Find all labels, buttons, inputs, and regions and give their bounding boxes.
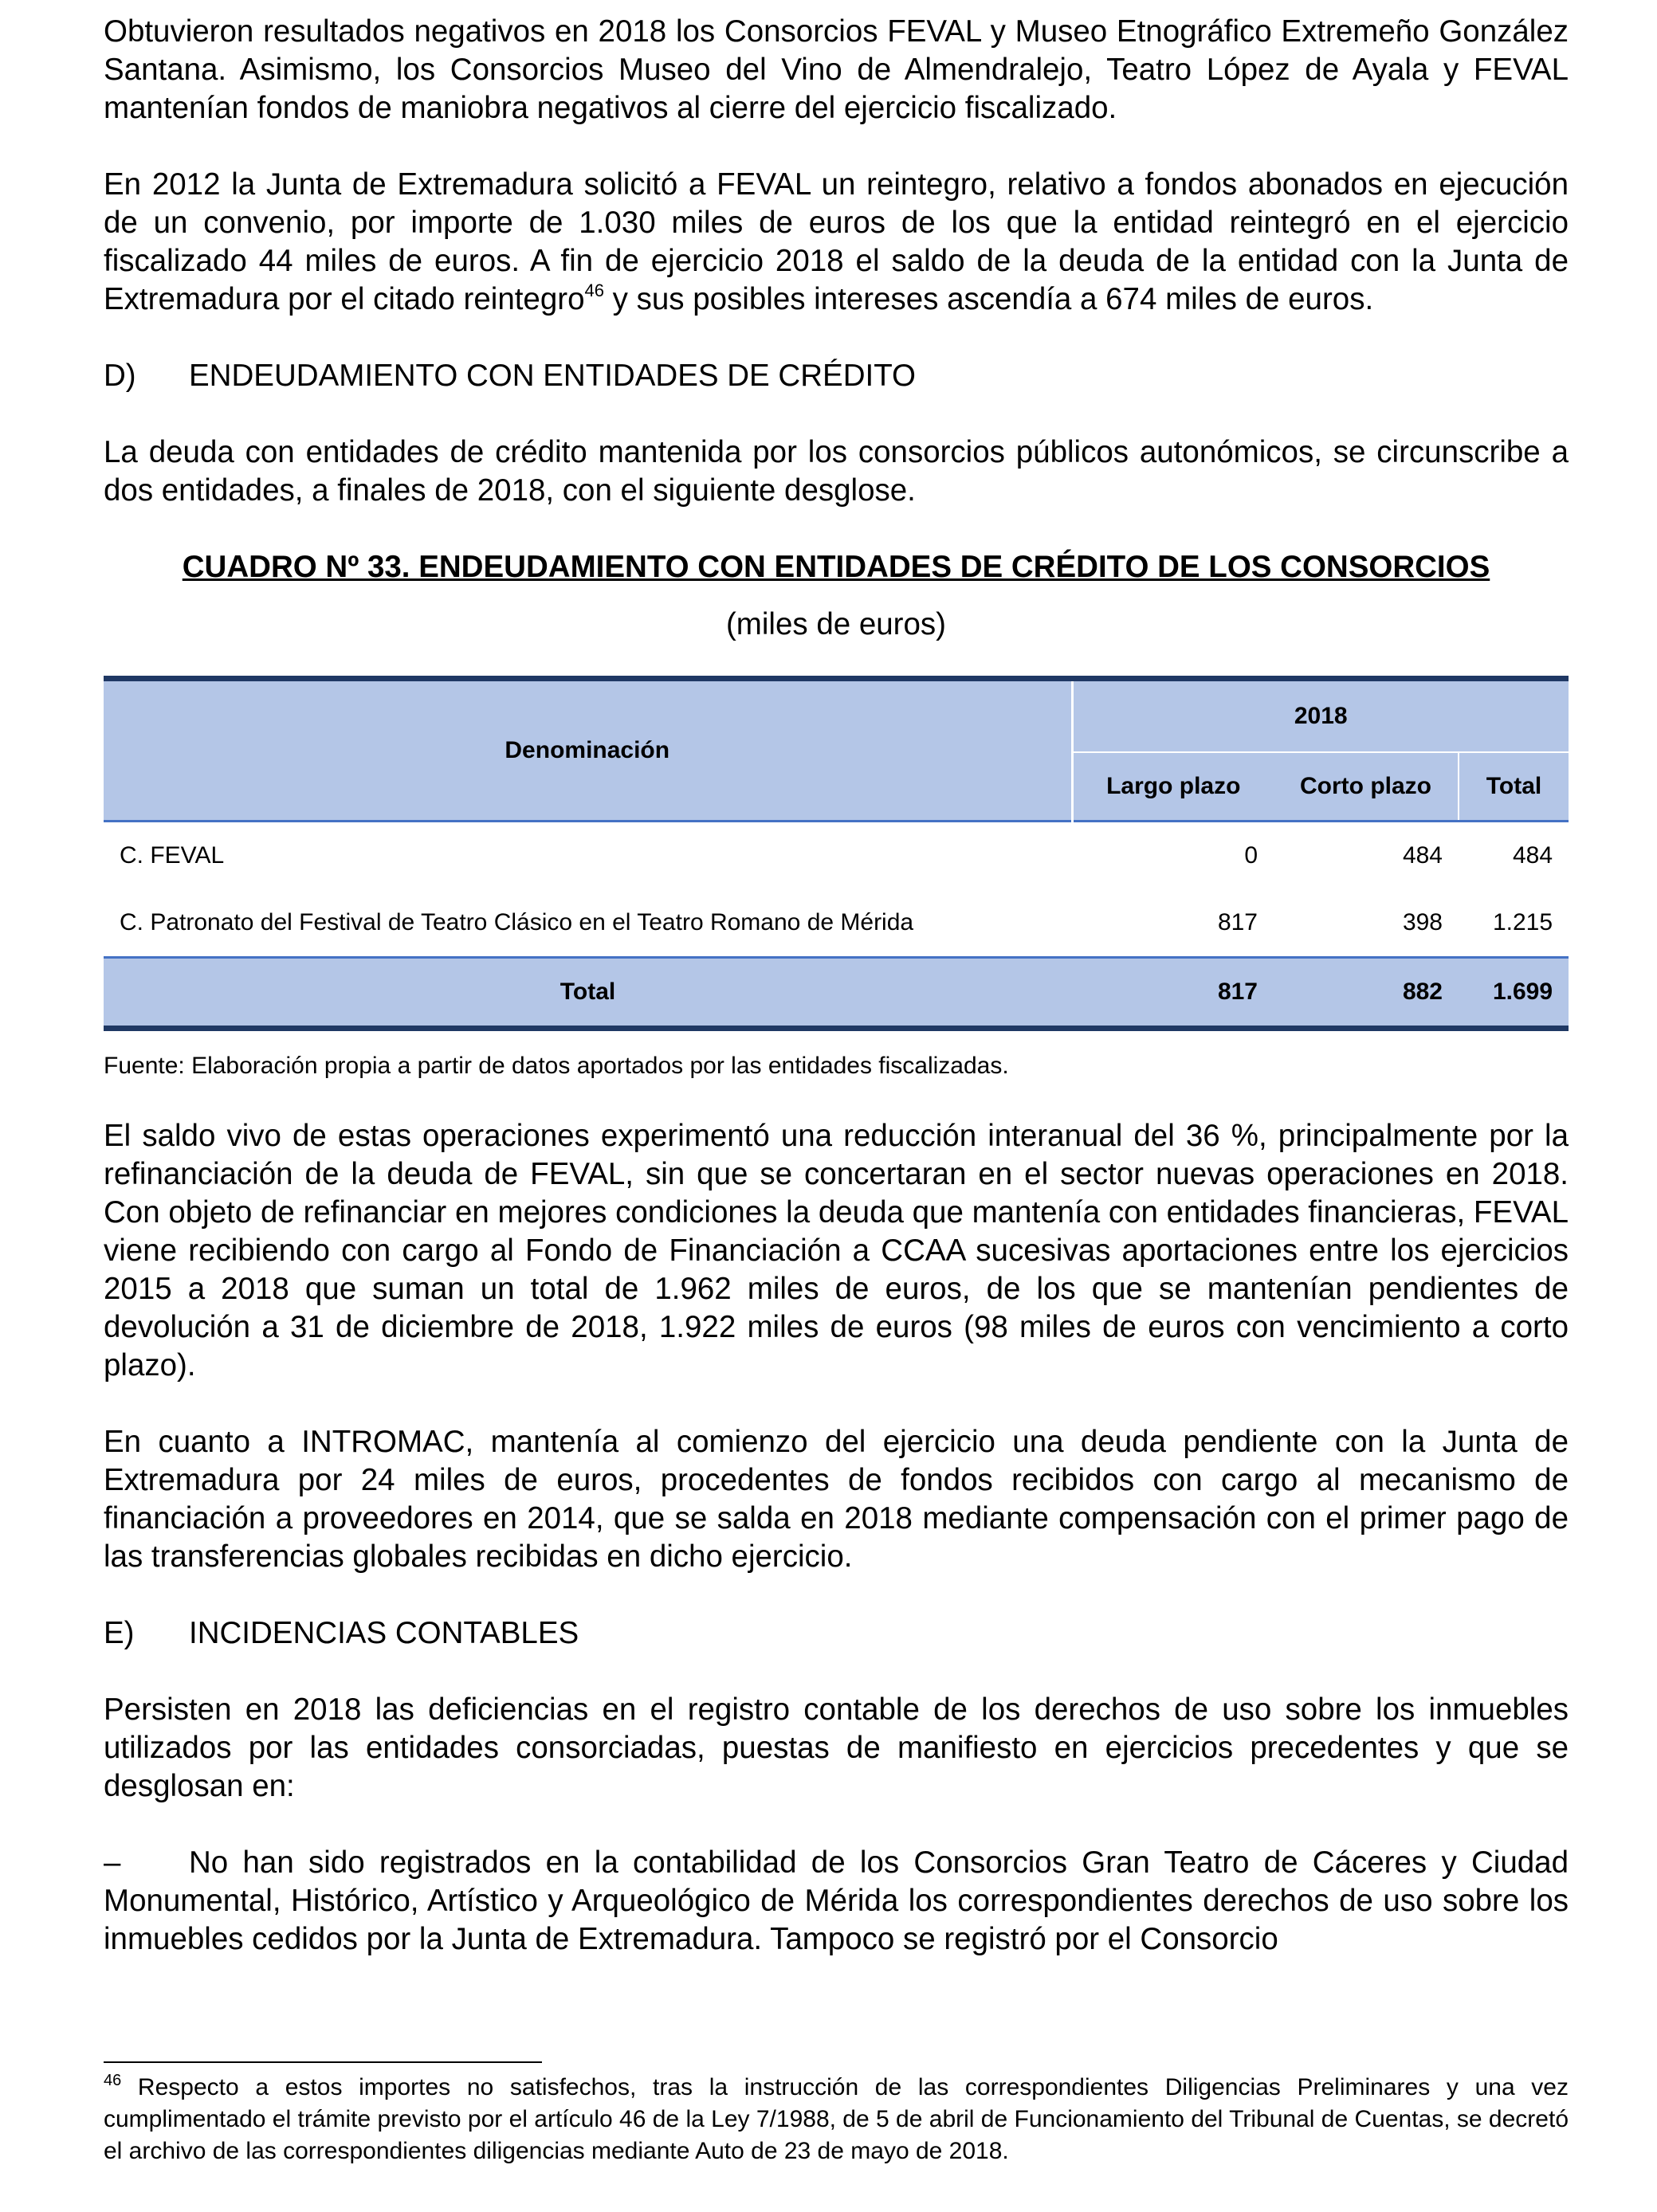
row-largo: 0 [1072,822,1274,890]
list-item [104,1844,1569,1959]
dash-bullet: – [104,1845,121,1880]
footnote-number: 46 [104,2072,122,2089]
section-title-d: ENDEUDAMIENTO CON ENTIDADES DE CRÉDITO [189,359,916,393]
table-units: (miles de euros) [725,607,946,641]
row-corto: 484 [1274,822,1459,890]
total-label: Total [104,958,1072,1029]
header-largo-plazo: Largo plazo [1072,752,1274,822]
list-item-text: No han sido registrados en la contabilidad de los Consorcios Gran Teatro de Cáceres y Ciudad Monumental, Histórico, Artístico y Arqueológico de Mérida los correspondientes derechos de uso sobre los inmuebles cedidos por la Junta de Extremadura. Tampoco se registró por el Consorcio [104,1845,1569,1956]
total-largo: 817 [1072,958,1274,1029]
table-source: Fuente: Elaboración propia a partir de datos aportados por las entidades fiscalizadas. [104,1053,1009,1079]
table-header-row-year [104,679,1569,753]
total-total: 1.699 [1459,958,1569,1029]
table-title: CUADRO Nº 33. ENDEUDAMIENTO CON ENTIDADES DE CRÉDITO DE LOS CONSORCIOS [182,550,1490,584]
header-denominacion: Denominación [104,679,1072,822]
paragraph-results: Obtuvieron resultados negativos en 2018 los Consorcios FEVAL y Museo Etnográfico Extremeño González Santana. Asimismo, los Consorcios Museo del Vino de Almendralejo, Teatro López de Ayala y FEVAL mantenían fondos de maniobra negativos al cierre del ejercicio fiscalizado. [104,14,1569,125]
paragraph-reintegro-text-b: y sus posibles intereses ascendía a 674 miles de euros. [603,282,1374,316]
row-name: C. FEVAL [104,822,1072,890]
header-corto-plazo: Corto plazo [1274,752,1459,822]
row-corto: 398 [1402,909,1443,935]
footnote-separator [104,2061,542,2063]
section-heading-e [104,1614,1569,1653]
paragraph-intromac: En cuanto a INTROMAC, mantenía al comienzo del ejercicio una deuda pendiente con la Junta de Extremadura por 24 miles de euros, procedentes de fondos recibidos con cargo al mecanismo de financiación a proveedores en 2014, que se salda en 2018 mediante compensación con el primer pago de las transferencias globales recibidas en dicho ejercicio. [104,1425,1569,1574]
paragraph-reintegro [104,166,1569,319]
table-row [104,822,1569,890]
footnote-reference[interactable]: 46 [584,280,604,300]
row-name: C. Patronato del Festival de Teatro Clásico en el Teatro Romano de Mérida [120,909,914,935]
paragraph-credit-debt: La deuda con entidades de crédito mantenida por los consorcios públicos autonómicos, se circunscribe a dos entidades, a finales de 2018, con el siguiente desglose. [104,435,1569,508]
document-body [104,13,1569,1959]
section-letter-e: E) [104,1616,135,1650]
footnote [104,2072,1569,2167]
section-title-e: INCIDENCIAS CONTABLES [189,1616,579,1650]
paragraph-reintegro-text-a: En 2012 la Junta de Extremadura solicitó a FEVAL un reintegro, relativo a fondos abonados en ejecución de un convenio, por importe de 1.030 miles de euros de los que la entidad reintegró en el ejercicio fiscalizado 44 miles de euros. A fin de ejercicio 2018 el saldo de la deuda de la entidad con la Junta de Extremadura por el citado reintegro [104,167,1569,316]
row-total: 1.215 [1492,909,1553,935]
row-total: 484 [1459,822,1569,890]
section-letter-d: D) [104,359,136,393]
paragraph-deficiencias: Persisten en 2018 las deficiencias en el registro contable de los derechos de uso sobre los inmuebles utilizados por las entidades consorciadas, puestas de manifiesto en ejercicios precedentes y que se desglosan en: [104,1692,1569,1803]
header-year: 2018 [1072,679,1569,753]
header-total: Total [1459,752,1569,822]
total-corto: 882 [1274,958,1459,1029]
table-row [104,889,1569,958]
paragraph-saldo-vivo: El saldo vivo de estas operaciones experimentó una reducción interanual del 36 %, principalmente por la refinanciación de la deuda de FEVAL, sin que se concertaran en el sector nuevas operaciones en 2018. Con objeto de refinanciar en mejores condiciones la deuda que mantenía con entidades financieras, FEVAL viene recibiendo con cargo al Fondo de Financiación a CCAA sucesivas aportaciones entre los ejercicios 2015 a 2018 que suman un total de 1.962 miles de euros, de los que se mantenían pendientes de devolución a 31 de diciembre de 2018, 1.922 miles de euros (98 miles de euros con vencimiento a corto plazo). [104,1119,1569,1382]
section-heading-d [104,357,1569,395]
table-total-row [104,958,1569,1029]
footnote-text: Respecto a estos importes no satisfechos, tras la instrucción de las correspondientes Diligencias Preliminares y una vez cumplimentado el trámite previsto por el artículo 46 de la Ley 7/1988, de 5 de abril de Funcionamiento del Tribunal de Cuentas, se decretó el archivo de las correspondientes diligencias mediante Auto de 23 de mayo de 2018. [104,2074,1569,2164]
credit-debt-table [104,676,1569,1031]
row-largo: 817 [1217,909,1258,935]
